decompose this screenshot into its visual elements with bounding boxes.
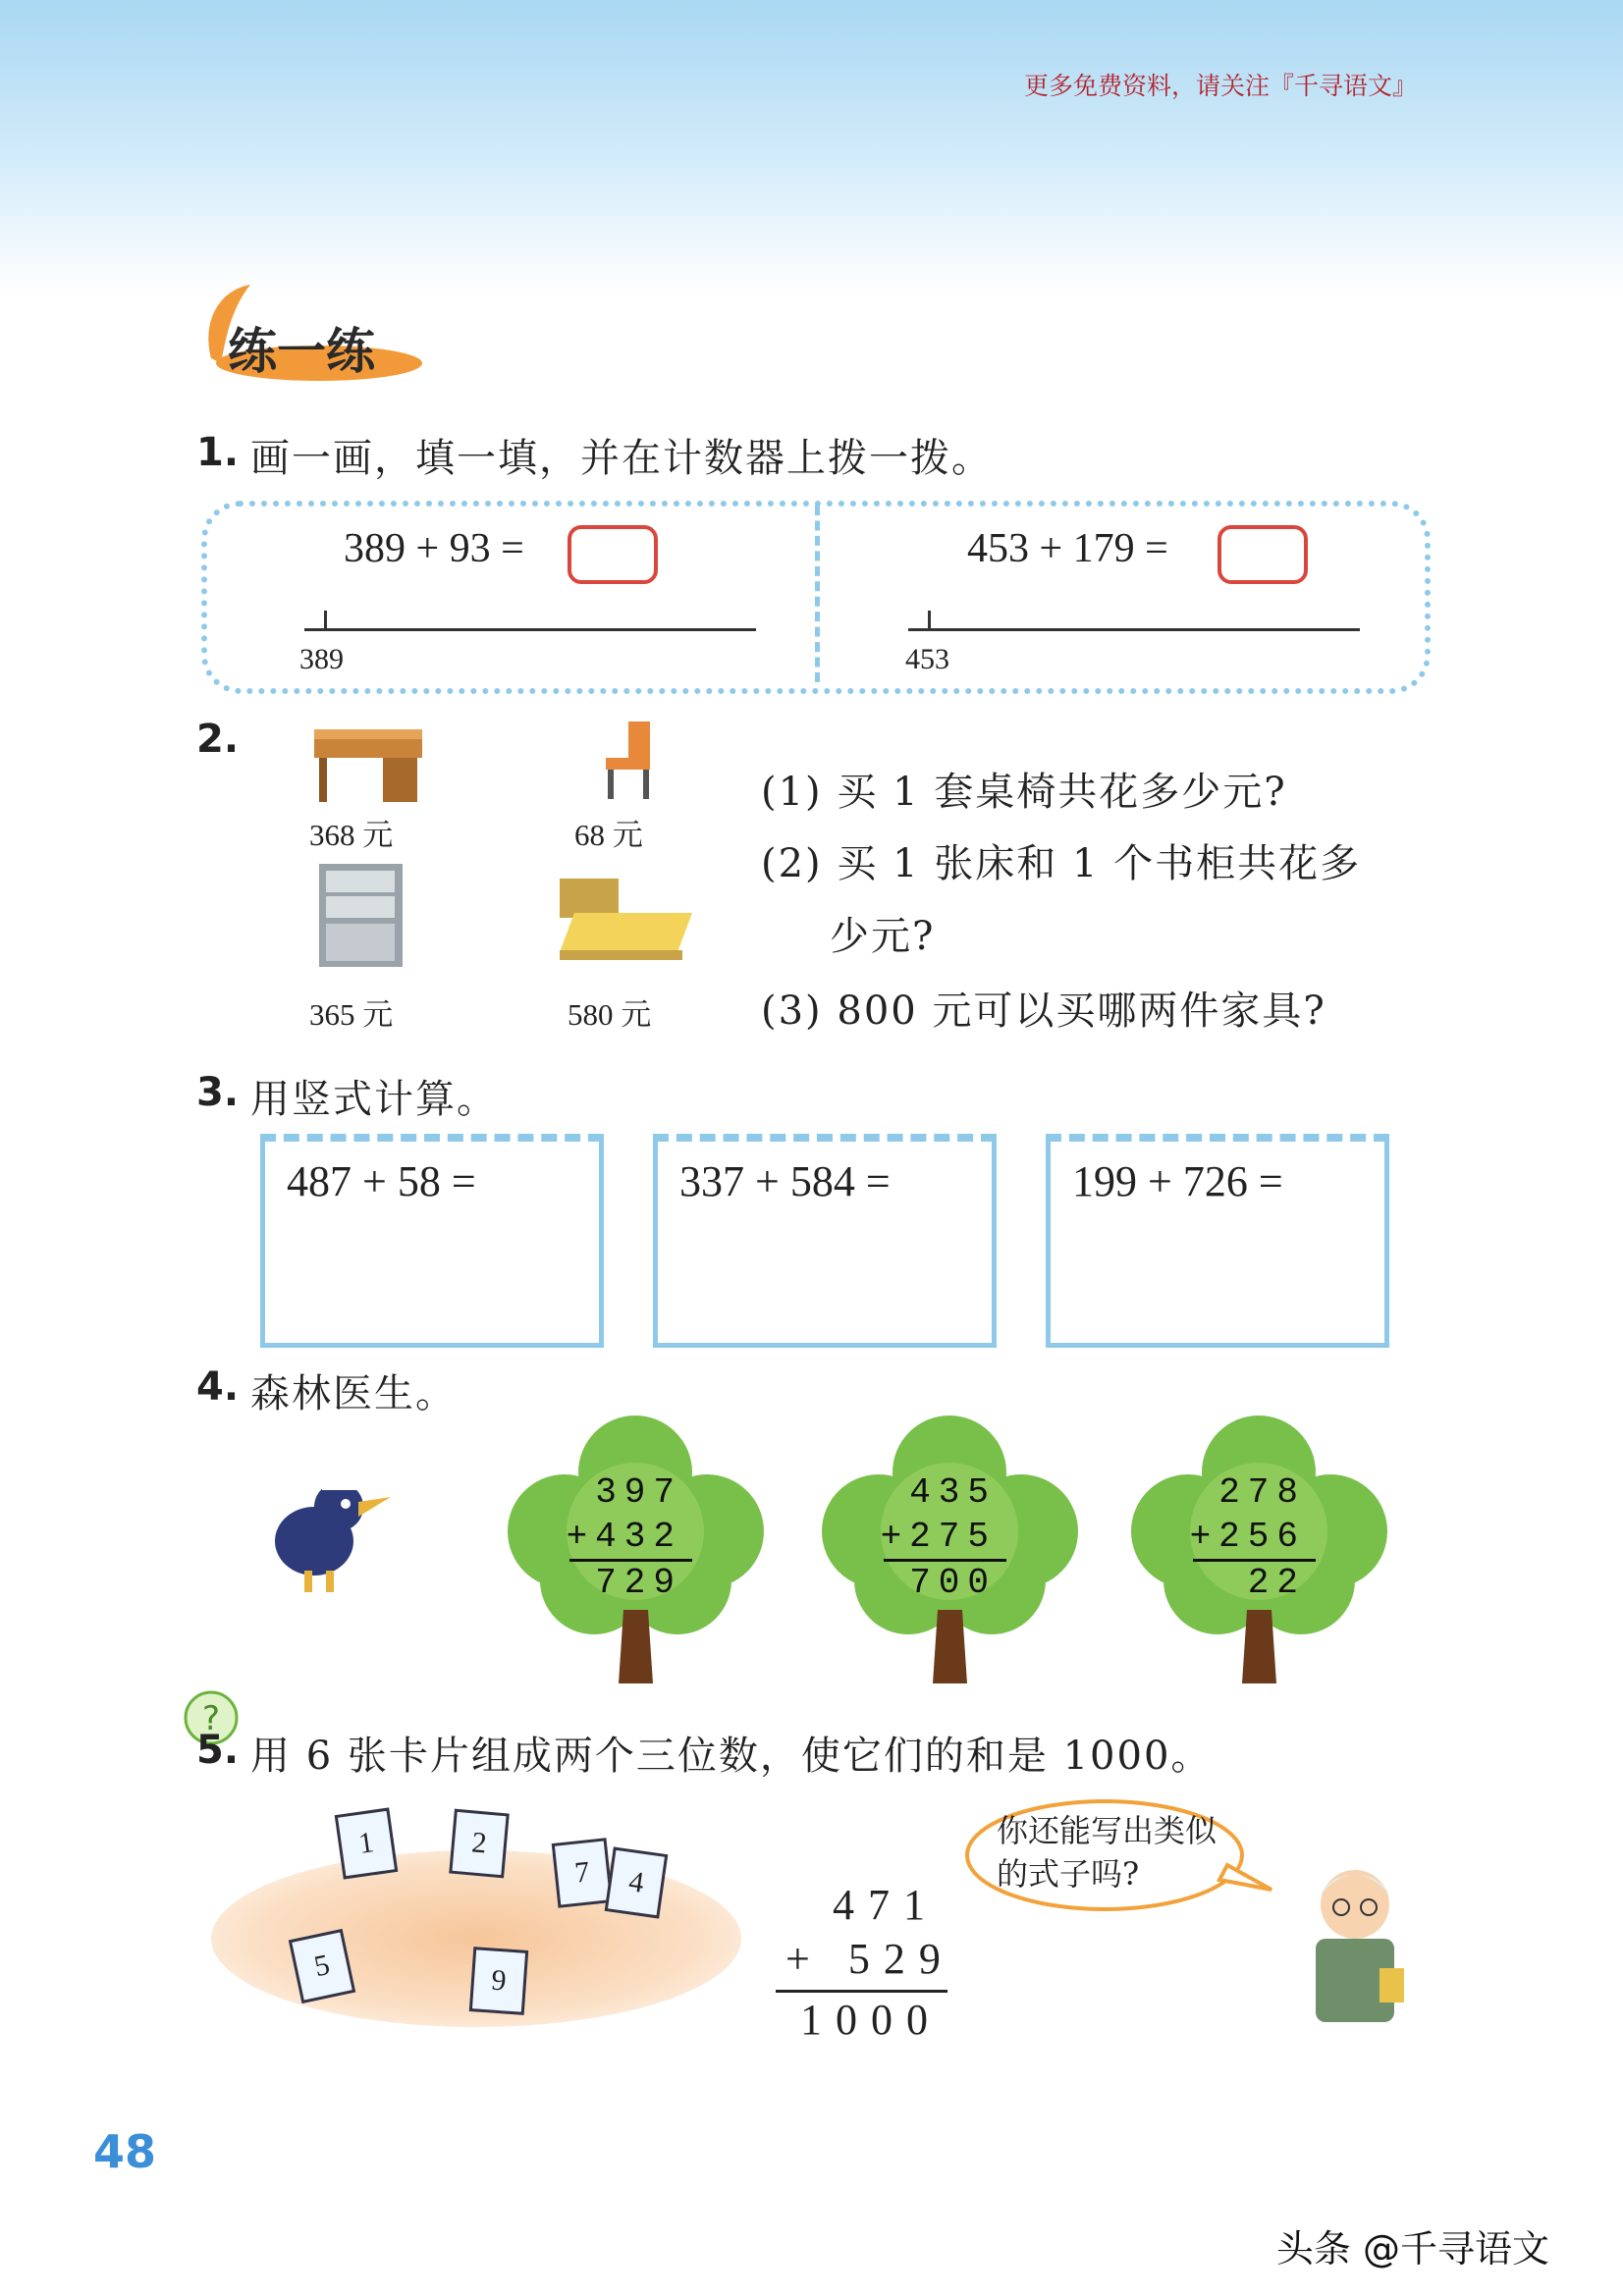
- tree-1-addend-2: +432: [566, 1517, 682, 1557]
- q5-number: 5.: [196, 1728, 240, 1773]
- tree-2-addend-2: +275: [880, 1517, 997, 1557]
- promo-text: 更多免费资料，请关注『千寻语文』: [1023, 72, 1417, 100]
- q5-sum-line: [776, 1990, 947, 1993]
- q3-number: 3.: [196, 1070, 240, 1115]
- svg-text:?: ?: [201, 1699, 221, 1738]
- q1-divider: [815, 506, 820, 682]
- q5-result: 1000: [800, 1996, 942, 2044]
- q1-right-answer-box[interactable]: [1217, 525, 1308, 584]
- woodpecker-doctor-icon: [245, 1463, 393, 1600]
- q1-left-start-label: 389: [299, 643, 344, 675]
- tree-1-result: 729: [595, 1563, 682, 1603]
- chair-price: 68 元: [574, 818, 643, 852]
- tree-1-sum-line: [569, 1559, 692, 1562]
- q2-question-2: (2) 买 1 张床和 1 个书柜共花多: [761, 841, 1362, 886]
- bed-icon: [555, 874, 697, 972]
- tree-3-addend-2: +256: [1189, 1517, 1306, 1557]
- q1-left-expr: 389 + 93 =: [344, 526, 524, 571]
- number-card-5: 5: [289, 1929, 355, 2003]
- tree-3-result: 22: [1247, 1563, 1306, 1603]
- chair-icon: [594, 717, 663, 805]
- q4-number: 4.: [196, 1364, 240, 1410]
- q5-addend-1: 471: [833, 1881, 939, 1929]
- bubble-line-1: 你还能写出类似: [997, 1812, 1217, 1849]
- q3-text: 用竖式计算。: [250, 1077, 498, 1122]
- q2-question-3: (3) 800 元可以买哪两件家具?: [761, 988, 1326, 1034]
- desk-icon: [309, 721, 427, 810]
- q1-left-answer-box[interactable]: [568, 525, 658, 584]
- number-card-4: 4: [605, 1846, 669, 1918]
- tree-3-sum-line: [1193, 1559, 1316, 1562]
- q2-question-2-cont: 少元?: [830, 914, 936, 959]
- q4-text: 森林医生。: [250, 1371, 457, 1416]
- bed-price: 580 元: [568, 997, 652, 1032]
- q1-right-number-line: [908, 628, 1360, 631]
- page-number: 48: [93, 2125, 157, 2178]
- q1-right-expr: 453 + 179 =: [967, 526, 1168, 571]
- q2-number: 2.: [196, 717, 240, 762]
- q3-expr-2: 337 + 584 =: [679, 1157, 891, 1205]
- header-band: [0, 0, 1623, 294]
- q5-addend-2: + 529: [785, 1935, 954, 1983]
- tree-1-addend-1: 397: [595, 1472, 682, 1513]
- tree-2-sum-line: [884, 1559, 1006, 1562]
- q3-expr-3: 199 + 726 =: [1072, 1157, 1283, 1205]
- desk-price: 368 元: [309, 818, 394, 852]
- q1-text: 画一画，填一填，并在计数器上拨一拨。: [250, 436, 993, 481]
- professor-icon: [1286, 1860, 1424, 2037]
- number-card-9: 9: [469, 1947, 528, 2015]
- q1-right-start-label: 453: [905, 643, 949, 675]
- bubble-line-2: 的式子吗?: [997, 1855, 1140, 1893]
- tree-2-result: 700: [909, 1563, 997, 1603]
- q1-right-tick: [928, 611, 931, 630]
- q3-expr-1: 487 + 58 =: [287, 1157, 476, 1205]
- watermark: 头条 @千寻语文: [1275, 2227, 1549, 2270]
- number-card-2: 2: [449, 1809, 510, 1879]
- number-card-1: 1: [335, 1807, 399, 1879]
- q5-text: 用 6 张卡片组成两个三位数，使它们的和是 1000。: [250, 1734, 1213, 1779]
- cabinet-icon: [314, 859, 407, 972]
- tree-3-addend-1: 278: [1218, 1472, 1306, 1513]
- tree-2-addend-1: 435: [909, 1472, 997, 1513]
- q1-left-number-line: [304, 628, 756, 631]
- cabinet-price: 365 元: [309, 997, 394, 1032]
- q1-number: 1.: [196, 430, 240, 475]
- number-card-7: 7: [552, 1838, 614, 1907]
- section-title: 练一练: [228, 323, 375, 380]
- q1-left-tick: [324, 611, 327, 630]
- q2-question-1: (1) 买 1 套桌椅共花多少元?: [761, 770, 1287, 815]
